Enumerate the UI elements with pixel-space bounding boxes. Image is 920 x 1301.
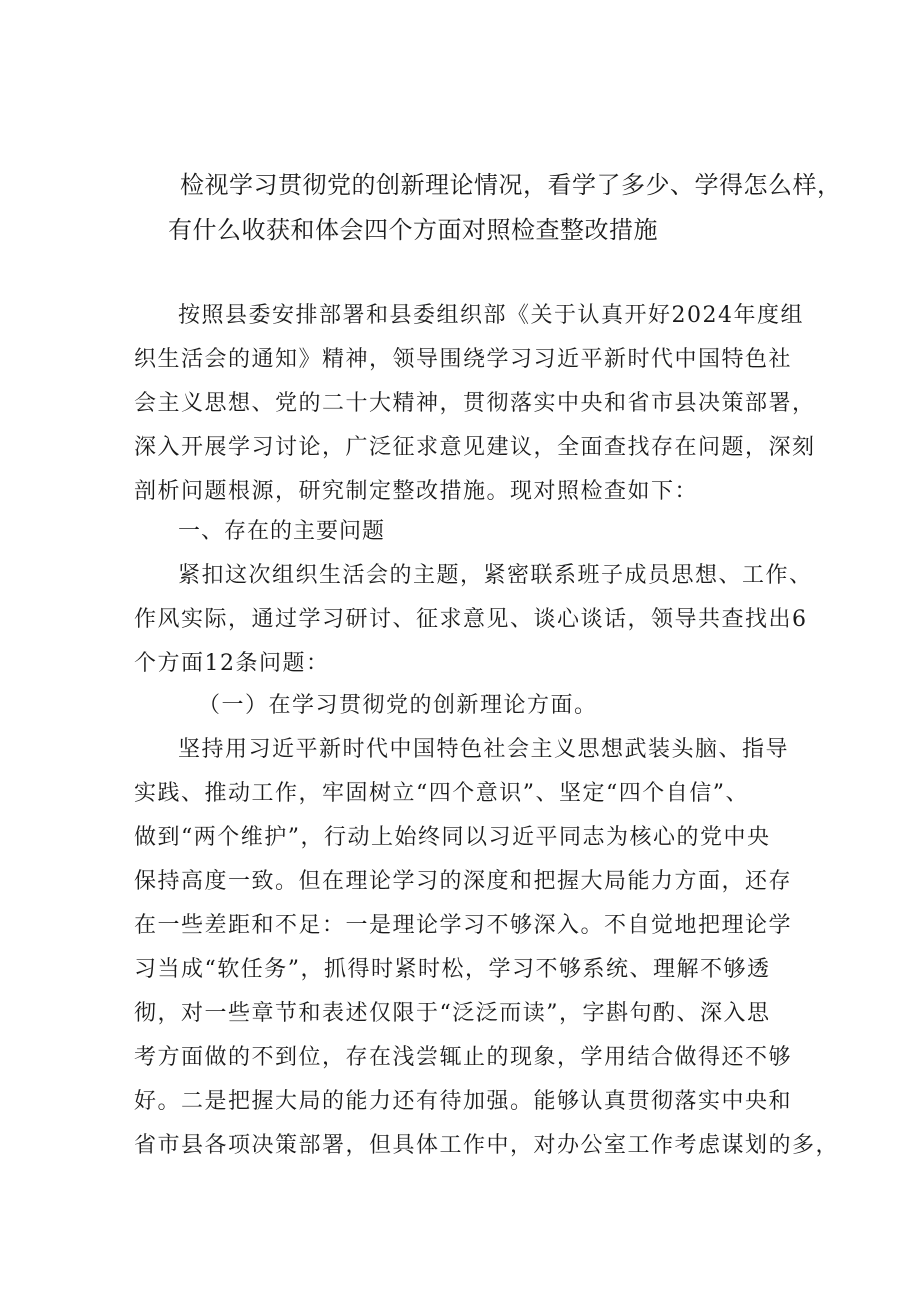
body-line-10: 省市县各项决策部署，但具体工作中，对办公室工作考虑谋划的多， xyxy=(134,1133,840,1158)
intro-line-5: 剖析问题根源，研究制定整改措施。现对照检查如下： xyxy=(134,479,699,504)
body-line-9: 好。二是把握大局的能力还有待加强。能够认真贯彻落实中央和 xyxy=(134,1089,793,1114)
intro-line-2: 织生活会的通知》精神，领导围绕学习习近平新时代中国特色社 xyxy=(134,347,793,372)
body-line-8: 考方面做的不到位，存在浅尝辄止的现象，学用结合做得还不够 xyxy=(134,1045,793,1070)
subsection-heading: （一）在学习贯彻党的创新理论方面。 xyxy=(198,693,598,718)
section-heading: 一、存在的主要问题 xyxy=(178,519,386,544)
section-line-2: 作风实际，通过学习研讨、征求意见、谈心谈话，领导共查找出6 xyxy=(134,607,808,632)
body-line-5: 在一些差距和不足：一是理论学习不够深入。不自觉地把理论学 xyxy=(134,913,793,938)
body-line-7: 彻，对一些章节和表述仅限于“泛泛而读”，字斟句酌、深入思 xyxy=(134,1001,771,1026)
section-line-1: 紧扣这次组织生活会的主题，紧密联系班子成员思想、工作、 xyxy=(178,563,813,588)
section-line-3: 个方面12条问题： xyxy=(134,651,330,676)
intro-line-1: 按照县委安排部署和县委组织部《关于认真开好2024年度组 xyxy=(178,303,804,328)
intro-line-3: 会主义思想、党的二十大精神，贯彻落实中央和省市县决策部署， xyxy=(134,391,816,416)
body-line-4: 保持高度一致。但在理论学习的深度和把握大局能力方面，还存 xyxy=(134,869,793,894)
body-line-3: 做到“两个维护”，行动上始终同以习近平同志为核心的党中央 xyxy=(134,825,771,850)
document-title-line-2: 有什么收获和体会四个方面对照检查整改措施 xyxy=(168,216,658,244)
body-line-6: 习当成“软任务”，抓得时紧时松，学习不够系统、理解不够透 xyxy=(134,957,771,982)
body-line-1: 坚持用习近平新时代中国特色社会主义思想武装头脑、指导 xyxy=(178,737,790,762)
body-line-2: 实践、推动工作，牢固树立“四个意识”、坚定“四个自信”、 xyxy=(134,781,749,806)
intro-line-4: 深入开展学习讨论，广泛征求意见建议，全面查找存在问题，深刻 xyxy=(134,435,816,460)
document-title-line-1: 检视学习贯彻党的创新理论情况，看学了多少、学得怎么样， xyxy=(180,171,842,199)
